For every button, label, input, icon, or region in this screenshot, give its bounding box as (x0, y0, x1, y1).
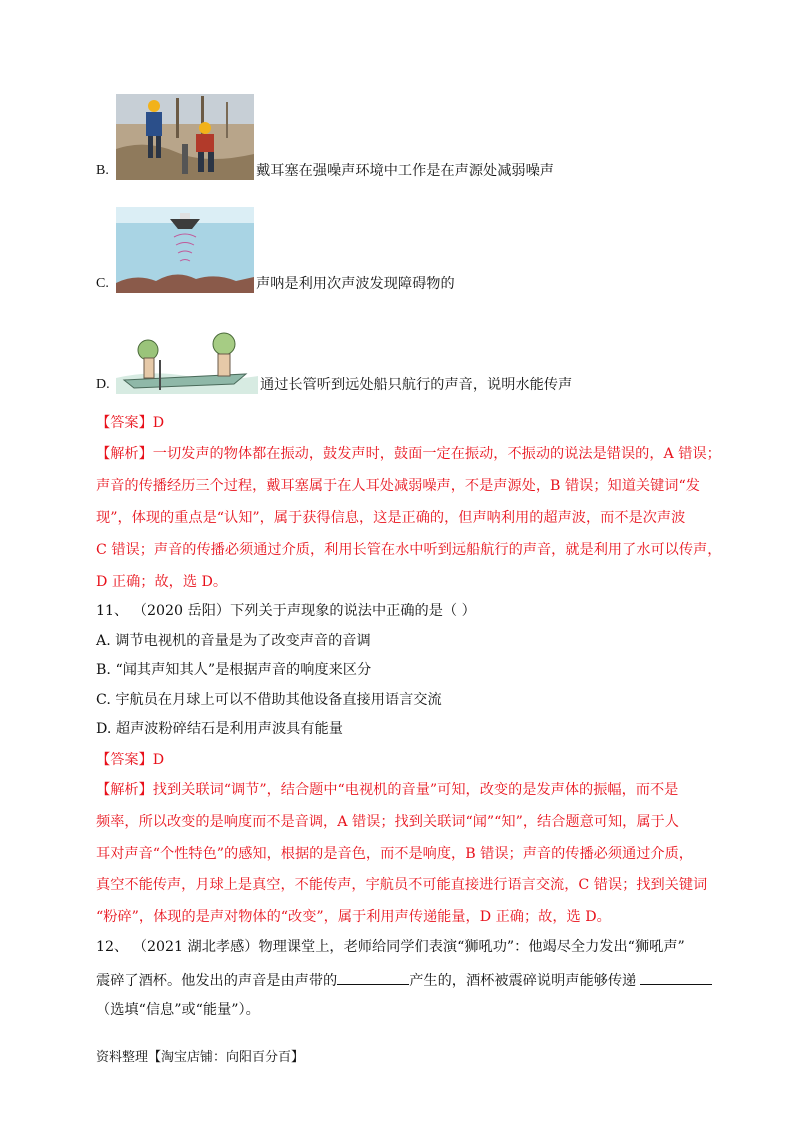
q12-text: 产生的，酒杯被震碎说明声能够传递 (409, 973, 637, 989)
q11-option: A. 调节电视机的音量是为了改变声音的音调 (96, 633, 371, 649)
q12-text: 震碎了酒杯。他发出的声音是由声带的 (96, 973, 338, 989)
option-c-row (96, 207, 455, 293)
q10-answer: 【答案】D (96, 415, 165, 431)
q11-analysis-line: 耳对声音“个性特色”的感知，根据的是音色，而不是响度，B 错误；声音的传播必须通过介质， (96, 846, 693, 862)
option-d-row (96, 330, 572, 394)
q11-option: C. 宇航员在月球上可以不借助其他设备直接用语言交流 (96, 692, 442, 708)
q11-stem: 11、 （2020 岳阳）下列关于声现象的说法中正确的是（ ） (96, 603, 476, 619)
boat-listening-image (116, 330, 258, 394)
option-letter: C. (96, 276, 109, 291)
option-letter: B. (96, 163, 109, 178)
workers-earplugs-image (116, 94, 254, 180)
option-letter: D. (96, 377, 110, 392)
q11-analysis-line: “粉碎”，体现的是声对物体的“改变”，属于利用声传递能量，D 正确；故，选 D。 (96, 909, 611, 925)
q11-answer: 【答案】D (96, 752, 165, 768)
option-b-row (96, 94, 554, 180)
q12-line-with-blanks (96, 970, 712, 991)
q11-analysis-line: 【解析】找到关联词“调节”，结合题中“电视机的音量”可知，改变的是发声体的振幅，而不是 (96, 782, 679, 798)
fill-blank-2[interactable] (640, 970, 712, 985)
option-text: 声呐是利用次声波发现障碍物的 (256, 276, 455, 292)
q11-analysis-line: 频率，所以改变的是响度而不是音调，A 错误；找到关联词“闻”“知”，结合题意可知，属于人 (96, 814, 679, 830)
q10-analysis-line: 现”，体现的重点是“认知”，属于获得信息，这是正确的，但声呐利用的超声波，而不是次声波 (96, 510, 686, 526)
option-text: 戴耳塞在强噪声环境中工作是在声源处减弱噪声 (256, 163, 554, 179)
q11-analysis-line: 真空不能传声，月球上是真空，不能传声，宇航员不可能直接进行语言交流，C 错误；找到关键词 (96, 877, 708, 893)
fill-blank-1[interactable] (337, 970, 409, 985)
page-footer: 资料整理【淘宝店铺：向阳百分百】 (96, 1050, 305, 1065)
q12-line: 12、 （2021 湖北孝感）物理课堂上，老师给同学们表演“狮吼功”：他竭尽全力发出“狮吼声” (96, 939, 685, 955)
q12-line: （选填“信息”或“能量”）。 (96, 1002, 260, 1018)
q10-analysis-line: D 正确；故，选 D。 (96, 574, 228, 590)
q10-analysis-line: 声音的传播经历三个过程，戴耳塞属于在人耳处减弱噪声，不是声源处，B 错误；知道关键词“发 (96, 478, 700, 494)
q11-option: B. “闻其声知其人”是根据声音的响度来区分 (96, 662, 372, 678)
option-text: 通过长管听到远处船只航行的声音，说明水能传声 (260, 377, 573, 393)
q11-option: D. 超声波粉碎结石是利用声波具有能量 (96, 721, 343, 737)
q10-analysis-line: C 错误；声音的传播必须通过介质，利用长管在水中听到远船航行的声音，就是利用了水可以传声， (96, 542, 722, 558)
sonar-ship-image (116, 207, 254, 293)
q10-analysis-line: 【解析】一切发声的物体都在振动，鼓发声时，鼓面一定在振动，不振动的说法是错误的，A 错误； (96, 446, 721, 462)
